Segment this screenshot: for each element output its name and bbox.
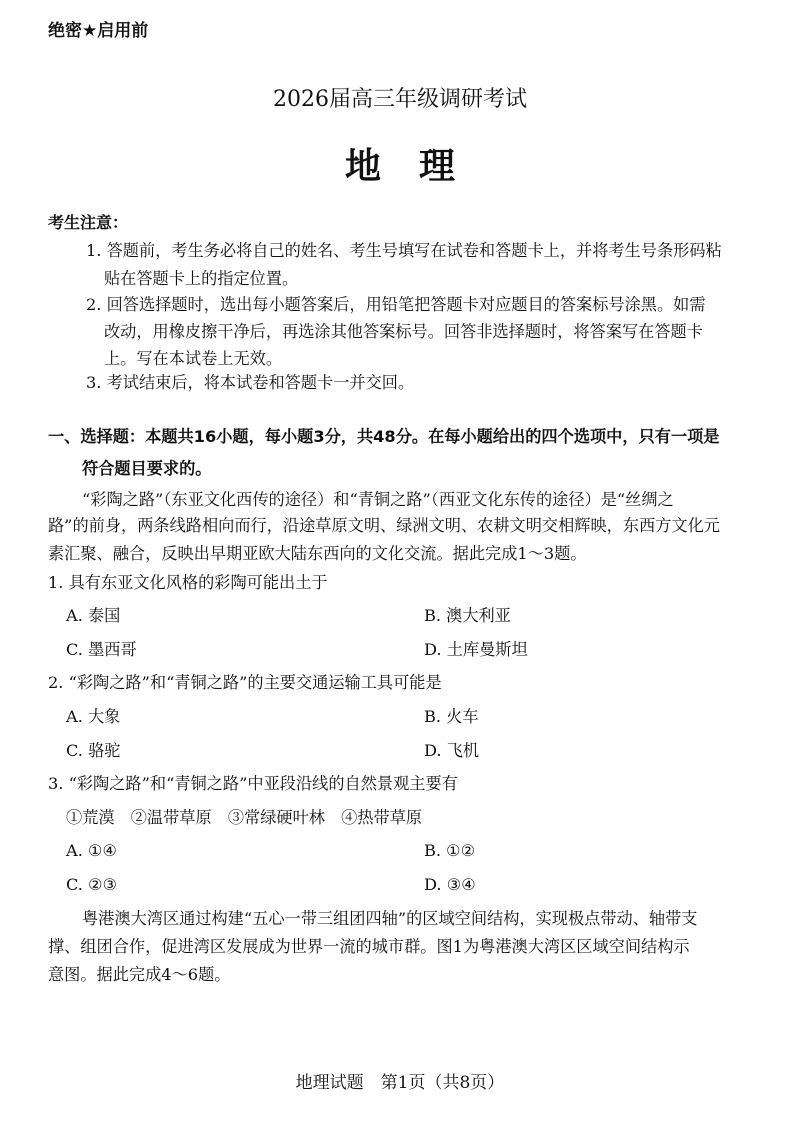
question-3-option-d: D. ③④ [424,875,476,894]
question-1-option-b: B. 澳大利亚 [424,606,511,625]
notice-item-2-line-2: 改动，用橡皮擦干净后，再选涂其他答案标号。回答非选择题时，将答案写在答题卡 [104,322,703,341]
passage-1-line-1: “彩陶之路”（东亚文化西传的途径）和“青铜之路”（西亚文化东传的途径）是“丝绸之 [82,490,674,509]
question-2-option-a: A. 大象 [66,707,121,726]
question-1-option-d: D. 土库曼斯坦 [424,640,528,659]
page-footer: 地理试题 第1页（共8页） [295,1073,505,1093]
passage-1-line-3: 素汇聚、融合，反映出早期亚欧大陆东西向的文化交流。据此完成1～3题。 [48,544,587,563]
question-3-option-b: B. ①② [424,841,476,860]
question-1-stem: 1. 具有东亚文化风格的彩陶可能出土于 [48,573,328,592]
question-1-option-c: C. 墨西哥 [66,640,137,659]
question-3-option-c: C. ②③ [66,875,118,894]
subject-title: 地理 [344,146,493,187]
notice-item-3: 3. 考试结束后，将本试卷和答题卡一并交回。 [86,373,415,392]
question-3-stem: 3. “彩陶之路”和“青铜之路”中亚段沿线的自然景观主要有 [48,774,458,793]
notice-heading: 考生注意： [48,213,129,232]
question-1-option-a: A. 泰国 [66,606,121,625]
passage-2-line-1: 粤港澳大湾区通过构建“五心一带三组团四轴”的区域空间结构，实现极点带动、轴带支 [82,909,698,928]
section-1-heading-line-2: 符合题目要求的。 [82,459,212,478]
notice-item-1-line-1: 1. 答题前，考生务必将自己的姓名、考生号填写在试卷和答题卡上，并将考生号条形码粘 [86,241,722,260]
passage-2-line-3: 意图。据此完成4～6题。 [48,965,231,984]
question-2-option-b: B. 火车 [424,707,479,726]
passage-2-line-2: 撑、组团合作，促进湾区发展成为世界一流的城市群。图1为粤港澳大湾区区域空间结构示 [48,937,690,956]
notice-item-1-line-2: 贴在答题卡上的指定位置。 [104,269,299,288]
question-2-option-d: D. 飞机 [424,741,480,760]
confidential-label: 绝密★启用前 [48,21,149,41]
question-2-stem: 2. “彩陶之路”和“青铜之路”的主要交通运输工具可能是 [48,673,442,692]
notice-item-2-line-3: 上。写在本试卷上无效。 [104,349,283,368]
notice-item-2-line-1: 2. 回答选择题时，选出每小题答案后，用铅笔把答题卡对应题目的答案标号涂黑。如需 [86,295,706,314]
question-3-option-a: A. ①④ [66,841,118,860]
question-3-sub-options: ①荒漠 ②温带草原 ③常绿硬叶林 ④热带草原 [66,808,423,827]
section-1-heading-line-1: 一、选择题：本题共16小题，每小题3分，共48分。在每小题给出的四个选项中，只有一项是 [48,427,720,446]
exam-title: 2026届高三年级调研考试 [273,87,527,112]
passage-1-line-2: 路”的前身，两条线路相向而行，沿途草原文明、绿洲文明、农耕文明交相辉映，东西方文化元 [48,516,720,535]
question-2-option-c: C. 骆驼 [66,741,121,760]
